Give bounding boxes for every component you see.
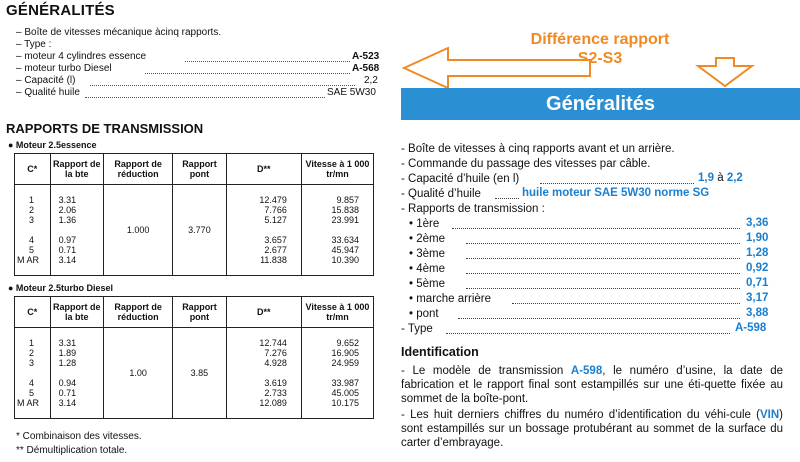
col-header-rapport-bte: Rapport de la bte xyxy=(50,297,103,328)
gear-cell: 1 2 3 4 5 M AR xyxy=(15,328,51,419)
ratio-marche-arriere-label: • marche arrière xyxy=(409,293,491,305)
bullet-boite: - Boîte de vitesses à cinq rapports avant et un arrière. xyxy=(401,143,675,155)
speed-cell: 9.857 15.838 23.991 33.634 45.947 10.390 xyxy=(301,185,373,276)
spec-line-type: – Type : xyxy=(16,39,52,50)
dot-leader xyxy=(185,61,350,62)
type-label: - Type xyxy=(401,323,433,335)
spec-line-qualite: – Qualité huile xyxy=(16,87,80,98)
dot-leader xyxy=(540,183,694,184)
ratio-3eme-label: • 3ème xyxy=(409,248,445,260)
gear-cell: 1 2 3 4 5 M AR xyxy=(15,185,51,276)
table-essence xyxy=(14,153,374,276)
ratio-5eme-label: • 5ème xyxy=(409,278,445,290)
annotation-arrows xyxy=(400,40,800,88)
spec-line-capacite: – Capacité (l) xyxy=(16,75,76,86)
pont-cell: 3.770 xyxy=(173,185,226,276)
col-header-d: D** xyxy=(226,154,301,185)
generalites-banner: Généralités xyxy=(401,88,800,120)
capacity-value: 1,9 à 2,2 xyxy=(698,172,743,184)
reduction-cell: 1.000 xyxy=(104,185,173,276)
annotation-text: Différence rapport S2-S3 xyxy=(530,31,670,67)
d-cell: 12.479 7.766 5.127 3.657 2.677 11.838 xyxy=(226,185,301,276)
ratio-2eme-label: • 2ème xyxy=(409,233,445,245)
bullet-commande: - Commande du passage des vitesses par câble. xyxy=(401,158,651,170)
speed-cell: 9.652 16.905 24.959 33.987 45.005 10.175 xyxy=(301,328,373,419)
col-header-vitesse: Vitesse à 1 000 tr/mn xyxy=(301,154,373,185)
col-header-pont: Rapport pont xyxy=(173,297,226,328)
spec-line-boite: – Boîte de vitesses mécanique àcinq rapports. xyxy=(16,27,222,38)
col-header-pont: Rapport pont xyxy=(173,154,226,185)
identification-title: Identification xyxy=(401,345,479,359)
quality-label: - Qualité d’huile xyxy=(401,188,481,200)
spec-line-essence: – moteur 4 cylindres essence xyxy=(16,51,147,62)
ratio-pont-value: 3,88 xyxy=(746,307,769,319)
footnote-1: * Combinaison des vitesses. xyxy=(16,431,142,442)
capacite-value: 2,2 xyxy=(364,75,378,86)
quality-value: huile moteur SAE 5W30 norme SG xyxy=(522,187,710,199)
dot-leader xyxy=(466,288,740,289)
col-header-rapport-bte: Rapport de la bte xyxy=(50,154,103,185)
col-header-reduction: Rapport de réduction xyxy=(104,154,173,185)
arrow-left-icon xyxy=(404,48,590,88)
type-diesel-value: A-568 xyxy=(352,63,380,74)
pont-cell: 3.85 xyxy=(173,328,226,419)
dot-leader xyxy=(458,318,740,319)
dot-leader xyxy=(466,258,740,259)
qualite-value: SAE 5W30 xyxy=(327,87,376,98)
ratio-pont-label: • pont xyxy=(409,308,439,320)
dot-leader xyxy=(452,228,740,229)
ratio-1ere-label: • 1ère xyxy=(409,218,440,230)
col-header-c: C* xyxy=(15,154,51,185)
reduction-cell: 1.00 xyxy=(104,328,173,419)
arrow-down-icon xyxy=(698,58,752,86)
dot-leader xyxy=(446,333,730,334)
type-essence-value: A-523 xyxy=(352,51,380,62)
table-diesel xyxy=(14,296,374,419)
ratio-4eme-label: • 4ème xyxy=(409,263,445,275)
dot-leader xyxy=(90,85,355,86)
ratio-marche-arriere-value: 3,17 xyxy=(746,292,769,304)
ratio-1ere-value: 3,36 xyxy=(746,217,769,229)
ratio-4eme-value: 0,92 xyxy=(746,262,769,274)
table1-title: ● Moteur 2.5essence xyxy=(8,140,97,150)
dot-leader xyxy=(466,243,740,244)
ratio-2eme-value: 1,90 xyxy=(746,232,769,244)
dot-leader xyxy=(145,73,350,74)
col-header-d: D** xyxy=(226,297,301,328)
dot-leader xyxy=(495,198,519,199)
col-header-vitesse: Vitesse à 1 000 tr/mn xyxy=(301,297,373,328)
dot-leader xyxy=(512,303,740,304)
d-cell: 12.744 7.276 4.928 3.619 2.733 12.089 xyxy=(226,328,301,419)
identification-para-2: - Les huit derniers chiffres du numéro d’identification du véhi-cule (VIN) sont estampillés sur un bossage protubérant au sommet de la surface du carter d’embrayage. xyxy=(401,409,783,449)
dot-leader xyxy=(85,97,325,98)
table2-title: ● Moteur 2.5turbo Diesel xyxy=(8,283,113,293)
ratio-3eme-value: 1,28 xyxy=(746,247,769,259)
spec-line-diesel: – moteur turbo Diesel xyxy=(16,63,112,74)
identification-para-1: - Le modèle de transmission A-598, le numéro d’usine, la date de fabrication et le rapport final sont estampillés sur une éti-quette fixée au sommet de la boîte-pont. xyxy=(401,365,783,405)
ratio-5eme-value: 0,71 xyxy=(746,277,769,289)
rapports-title: RAPPORTS DE TRANSMISSION xyxy=(6,121,204,136)
footnote-2: ** Démultiplication totale. xyxy=(16,445,128,456)
ratio-cell: 3.31 1.89 1.28 0.94 0.71 3.14 xyxy=(50,328,103,419)
ratios-label: - Rapports de transmission : xyxy=(401,203,545,215)
generalites-title: GÉNÉRALITÉS xyxy=(6,2,115,19)
col-header-c: C* xyxy=(15,297,51,328)
dot-leader xyxy=(466,273,740,274)
col-header-reduction: Rapport de réduction xyxy=(104,297,173,328)
ratio-cell: 3.31 2.06 1.36 0.97 0.71 3.14 xyxy=(50,185,103,276)
capacity-label: - Capacité d’huile (en l) xyxy=(401,173,520,185)
type-value: A-598 xyxy=(735,322,767,334)
